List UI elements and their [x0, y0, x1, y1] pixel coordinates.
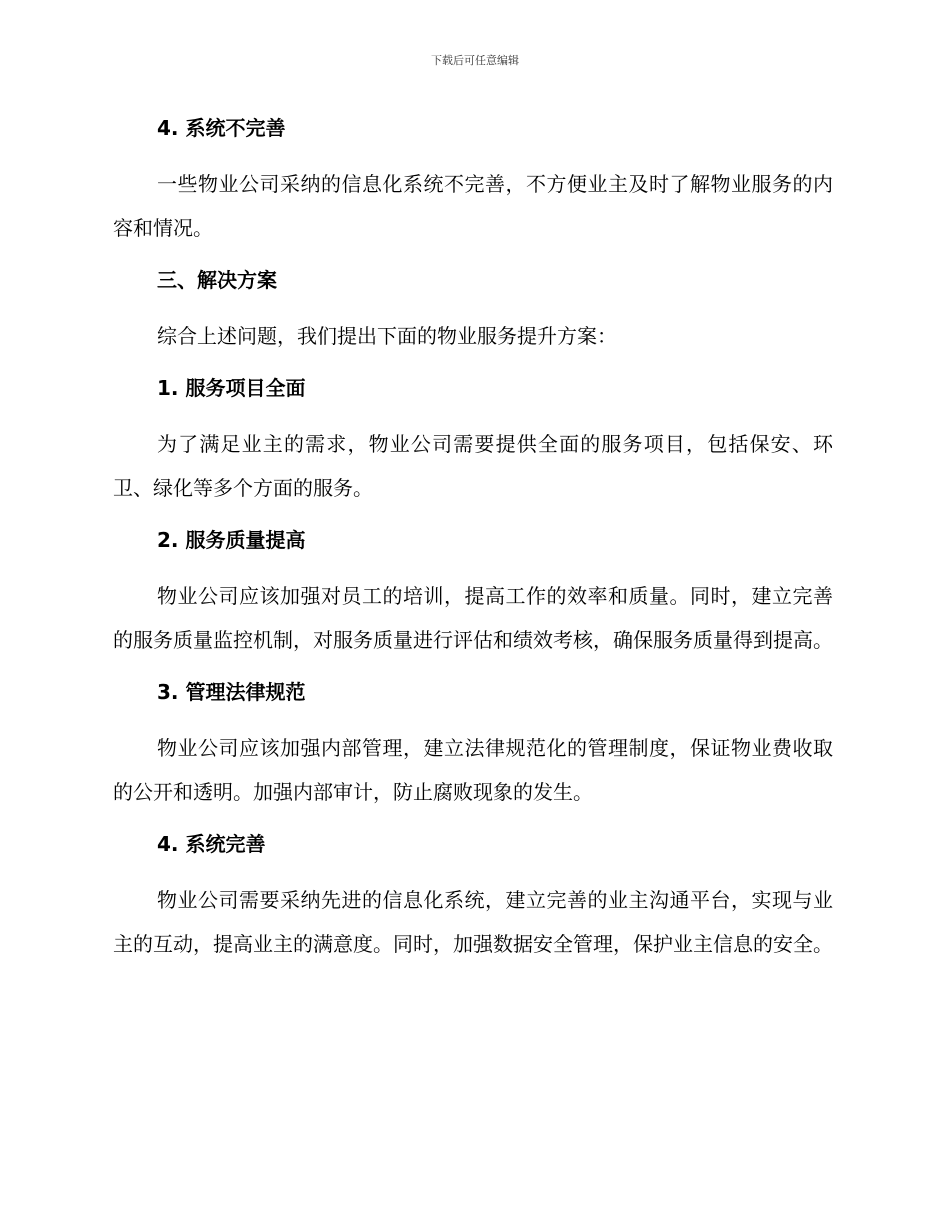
section-paragraph-quality-improvement: 物业公司应该加强对员工的培训，提高工作的效率和质量。同时，建立完善的服务质量监控机制，对服务质量进行评估和绩效考核，确保服务质量得到提高。: [113, 584, 833, 652]
section-paragraph-legal-management: 物业公司应该加强内部管理，建立法律规范化的管理制度，保证物业费收取的公开和透明。加强内部审计，防止腐败现象的发生。: [113, 736, 833, 804]
document-body: [113, 112, 833, 966]
section-heading-solutions: 三、解决方案: [157, 268, 277, 292]
page-header-note: 下载后可任意编辑: [431, 54, 519, 67]
section-paragraph-system-incomplete: 一些物业公司采纳的信息化系统不完善，不方便业主及时了解物业服务的内容和情况。: [113, 172, 833, 240]
section-heading-legal-management: 3. 管理法律规范: [157, 680, 306, 704]
section-heading-system-incomplete: 4. 系统不完善: [157, 116, 286, 140]
section-paragraph-solutions: 综合上述问题，我们提出下面的物业服务提升方案：: [157, 324, 617, 348]
section-heading-comprehensive-services: 1. 服务项目全面: [157, 376, 306, 400]
section-heading-quality-improvement: 2. 服务质量提高: [157, 528, 306, 552]
section-paragraph-system-improvement: 物业公司需要采纳先进的信息化系统，建立完善的业主沟通平台，实现与业主的互动，提高业主的满意度。同时，加强数据安全管理，保护业主信息的安全。: [113, 888, 833, 956]
section-paragraph-comprehensive-services: 为了满足业主的需求，物业公司需要提供全面的服务项目，包括保安、环卫、绿化等多个方面的服务。: [113, 432, 833, 500]
section-heading-system-improvement: 4. 系统完善: [157, 832, 266, 856]
